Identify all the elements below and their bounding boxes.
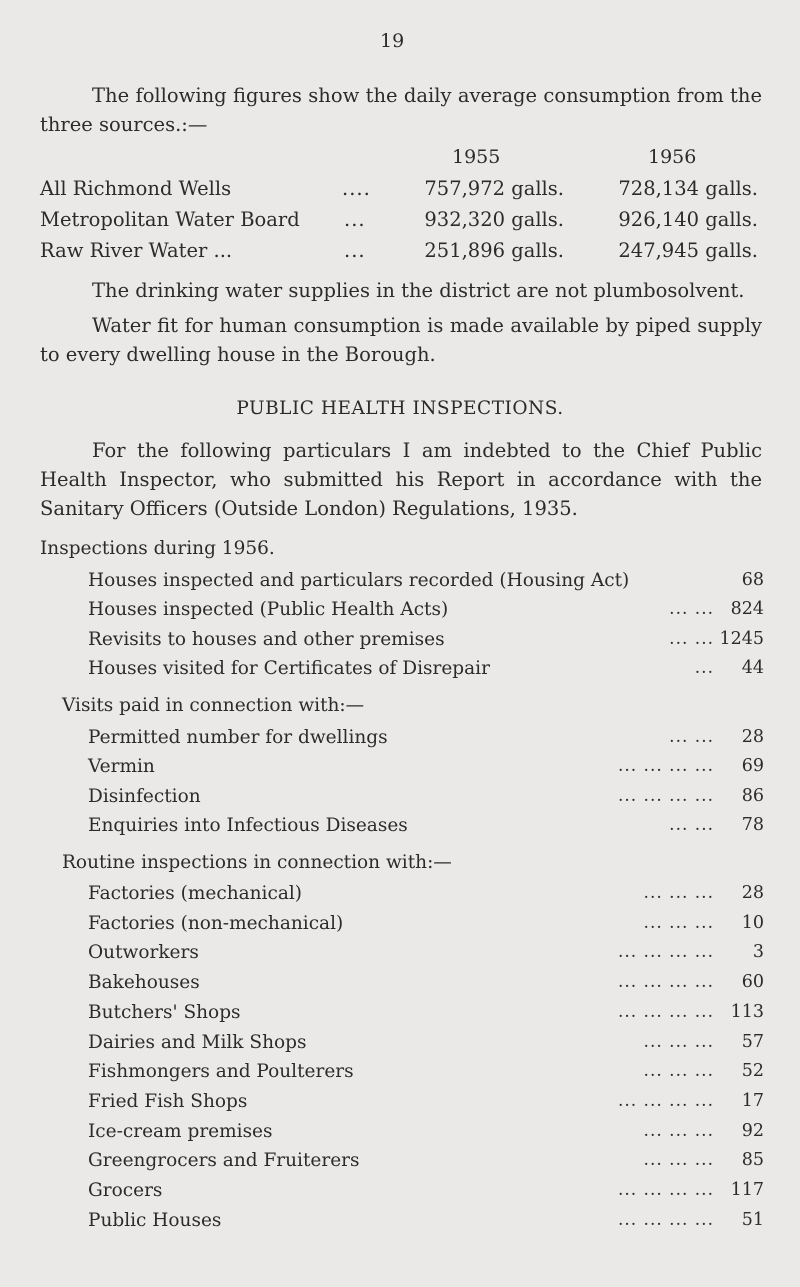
plumbosolvent-text: The drinking water supplies in the district are not plumbosolvent. — [92, 279, 745, 302]
item-count: 86 — [741, 785, 764, 806]
leader-dots: ... ... ... ... — [617, 942, 714, 963]
plumbosolvent-paragraph — [40, 276, 762, 305]
inspections-heading: Inspections during 1956. — [40, 538, 275, 559]
leader-dots: ... ... — [669, 628, 714, 649]
item-count: 824 — [730, 599, 764, 620]
leader-dots: ... ... ... ... — [617, 1001, 714, 1022]
item-count: 52 — [741, 1061, 764, 1082]
item-count: 17 — [741, 1090, 764, 1111]
item-count: 78 — [741, 814, 764, 835]
item-label: Butchers' Shops — [88, 1001, 241, 1023]
item-label: Permitted number for dwellings — [88, 727, 388, 748]
leader-dots: ... — [694, 657, 714, 678]
section-intro-paragraph — [40, 436, 762, 523]
leader-dots: .... — [342, 177, 371, 200]
leader-dots: ... ... ... — [643, 1120, 714, 1141]
item-count: 1245 — [719, 628, 764, 649]
supply-1956-value: 728,134 galls. — [618, 177, 758, 200]
leader-dots: ... ... ... — [643, 883, 714, 903]
item-count: 57 — [741, 1031, 764, 1052]
leader-dots: ... ... ... ... — [617, 972, 714, 993]
water-supply-text: Water fit for human consumption is made available by piped supply to every dwelling house in the Borough. — [40, 314, 762, 366]
item-label: Houses inspected (Public Health Acts) — [88, 599, 449, 621]
leader-dots: ... ... — [669, 599, 714, 620]
item-count: 44 — [741, 657, 764, 678]
item-count: 92 — [741, 1120, 764, 1141]
item-label: Bakehouses — [88, 972, 200, 994]
page-number: 19 — [380, 30, 405, 52]
section-heading: PUBLIC HEALTH INSPECTIONS. — [236, 398, 564, 419]
item-count: 28 — [741, 727, 764, 747]
item-label: Houses visited for Certificates of Disrepair — [88, 657, 490, 679]
supply-1956-value: 926,140 galls. — [618, 208, 758, 231]
leader-dots: ... ... — [669, 814, 714, 835]
leader-dots: ... ... ... — [643, 1150, 714, 1171]
item-count: 113 — [730, 1001, 764, 1022]
item-label: Houses inspected and particulars recorded (Housing Act) — [88, 570, 630, 591]
item-label: Revisits to houses and other premises — [88, 628, 445, 650]
item-label: Fried Fish Shops — [88, 1090, 248, 1112]
item-count: 28 — [741, 883, 764, 903]
leader-dots: ... ... ... — [643, 912, 714, 933]
leader-dots: ... ... ... ... — [617, 756, 714, 777]
leader-dots: ... ... ... ... — [617, 1209, 714, 1230]
item-label: Grocers — [88, 1180, 163, 1201]
leader-dots: ... ... ... — [643, 1031, 714, 1052]
item-label: Factories (non-mechanical) — [88, 912, 344, 934]
item-label: Greengrocers and Fruiterers — [88, 1150, 360, 1172]
leader-dots: ... ... — [669, 727, 714, 747]
leader-dots: ... ... ... — [643, 1061, 714, 1082]
item-label: Factories (mechanical) — [88, 883, 302, 904]
supply-1955-value: 757,972 galls. — [424, 177, 564, 200]
leader-dots: ... ... ... ... — [617, 1180, 714, 1200]
item-count: 117 — [730, 1180, 764, 1200]
item-count: 68 — [741, 570, 764, 590]
visits-heading: Visits paid in connection with:— — [62, 695, 365, 716]
item-label: Outworkers — [88, 942, 199, 964]
supply-year-1955: 1955 — [452, 146, 501, 168]
supply-source-label: Metropolitan Water Board — [40, 208, 300, 231]
item-count: 3 — [752, 942, 764, 963]
supply-1955-value: 932,320 galls. — [424, 208, 564, 231]
item-label: Ice-cream premises — [88, 1120, 273, 1142]
supply-1956-value: 247,945 galls. — [618, 239, 758, 262]
intro-paragraph — [40, 81, 762, 139]
leader-dots: ... — [344, 239, 366, 262]
item-count: 69 — [741, 756, 764, 777]
intro-text: The following figures show the daily average consumption from the three sources.:— — [40, 84, 762, 136]
routine-heading: Routine inspections in connection with:— — [62, 852, 452, 873]
item-label: Vermin — [88, 756, 155, 778]
supply-source-label: Raw River Water ... — [40, 239, 233, 262]
item-label: Enquiries into Infectious Diseases — [88, 814, 408, 836]
leader-dots: ... ... ... ... — [617, 785, 714, 806]
item-count: 10 — [741, 912, 764, 933]
leader-dots: ... — [344, 208, 366, 231]
item-label: Dairies and Milk Shops — [88, 1031, 307, 1053]
supply-1955-value: 251,896 galls. — [424, 239, 564, 262]
section-intro-text: For the following particulars I am indebted to the Chief Public Health Inspector, who submitted his Report in accordance with the Sanitary Officers (Outside London) Regulations, 1935. — [40, 439, 762, 520]
leader-dots: ... ... ... ... — [617, 1090, 714, 1111]
item-label: Disinfection — [88, 785, 201, 807]
supply-year-1956: 1956 — [648, 146, 697, 168]
item-count: 51 — [741, 1209, 764, 1230]
water-supply-paragraph — [40, 311, 762, 369]
supply-source-label: All Richmond Wells — [40, 177, 232, 200]
item-label: Public Houses — [88, 1209, 222, 1231]
item-count: 60 — [741, 972, 764, 993]
item-label: Fishmongers and Poulterers — [88, 1061, 354, 1083]
item-count: 85 — [741, 1150, 764, 1171]
